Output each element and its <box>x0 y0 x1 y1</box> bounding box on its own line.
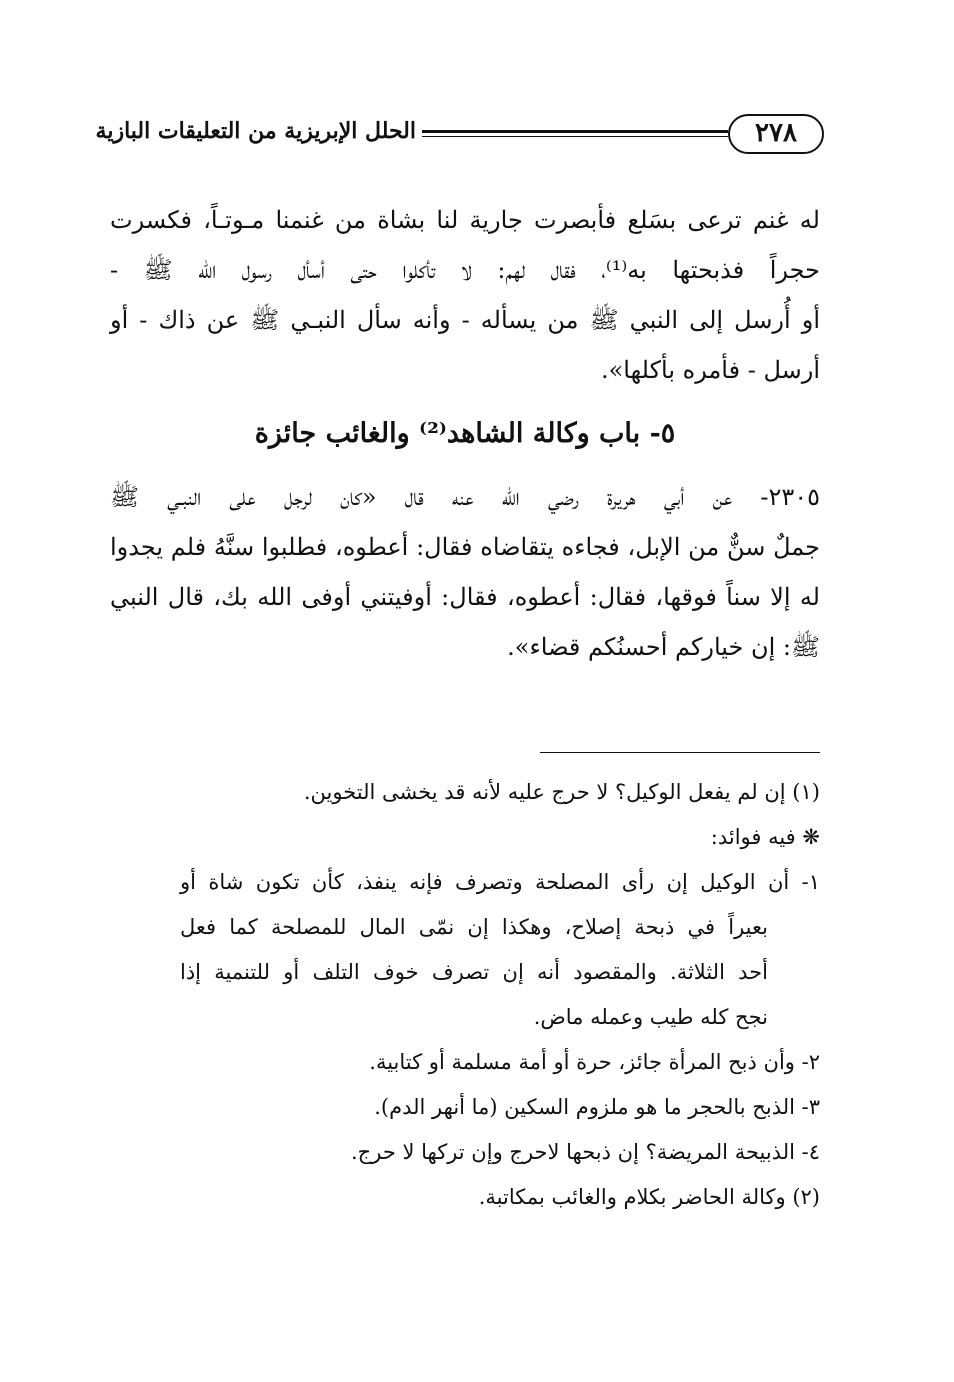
footnote-divider <box>540 752 820 753</box>
benefit-4: ٤- الذبيحة المريضة؟ إن ذبحها لاحرج وإن تركها لا حرج. <box>351 1140 820 1164</box>
section-heading: ٥- باب وكالة الشاهد⁽²⁾ والغائب جائزة <box>254 418 676 449</box>
benefit-2: ٢- وأن ذبح المرأة جائز، حرة أو أمة مسلمة أو كتابية. <box>369 1050 820 1074</box>
hadith-block <box>110 472 820 672</box>
benefits-label: ❋ فيه فوائد: <box>710 825 820 849</box>
text-line: له غنم ترعى بسَلع فأبصرت جارية لنا بشاة من غنمنا مـوتـاً، فكسرت <box>110 206 820 234</box>
benefit-1-line: ١- أن الوكيل إن رأى المصلحة وتصرف فإنه ينفذ، كأن تكون شاة أو <box>180 870 820 894</box>
header-rule <box>422 130 728 137</box>
main-text-block <box>110 195 820 395</box>
benefit-1-line: نجح كله طيب وعمله ماض. <box>533 1005 768 1029</box>
text-line: أو أُرسل إلى النبي ﷺ من يسأله - وأنه سأل النبـي ﷺ عن ذاك - أو <box>110 306 820 334</box>
text-line: ﷺ: إن خياركم أحسنُكم قضاء». <box>507 633 820 661</box>
text-line: حجراً فذبحتها به⁽¹⁾، فقال لهم: لا تأكلوا حتى أسأل رسول الله ﷺ - <box>110 256 820 284</box>
benefit-1-line: أحد الثلاثة. والمقصود أنه إن تصرف خوف التلف أو للتنمية إذا <box>180 960 768 984</box>
text-line: أرسل - فأمره بأكلها». <box>600 356 820 384</box>
text-line: ٢٣٠٥- عن أبي هريرة رضي الله عنه قال «كان لرجل على النبـي ﷺ <box>110 483 820 511</box>
page-header <box>95 112 824 158</box>
text-line: له إلا سناً فوقها، فقال: أعطوه، فقال: أوفيتني أوفى الله بك، قال النبي <box>110 583 820 611</box>
footnote-1: (١) إن لم يفعل الوكيل؟ لا حرج عليه لأنه قد يخشى التخوين. <box>303 780 820 804</box>
footnote-2: (٢) وكالة الحاضر بكلام والغائب بمكاتبة. <box>478 1185 820 1209</box>
benefit-3: ٣- الذبح بالحجر ما هو ملزوم السكين (ما أنهر الدم). <box>374 1095 820 1119</box>
footnotes-block <box>180 770 820 1220</box>
text-line: جملٌ سنٌّ من الإبل، فجاءه يتقاضاه فقال: أعطوه، فطلبوا سنَّهُ فلم يجدوا <box>110 533 820 561</box>
page-number: ٢٧٨ <box>728 114 824 154</box>
running-title: الحلل الإبريزية من التعليقات البازية <box>95 118 416 144</box>
benefit-1-line: بعيراً في ذبحة إصلاح، وهكذا إن نمّى المال للمصلحة كما فعل <box>180 915 768 939</box>
